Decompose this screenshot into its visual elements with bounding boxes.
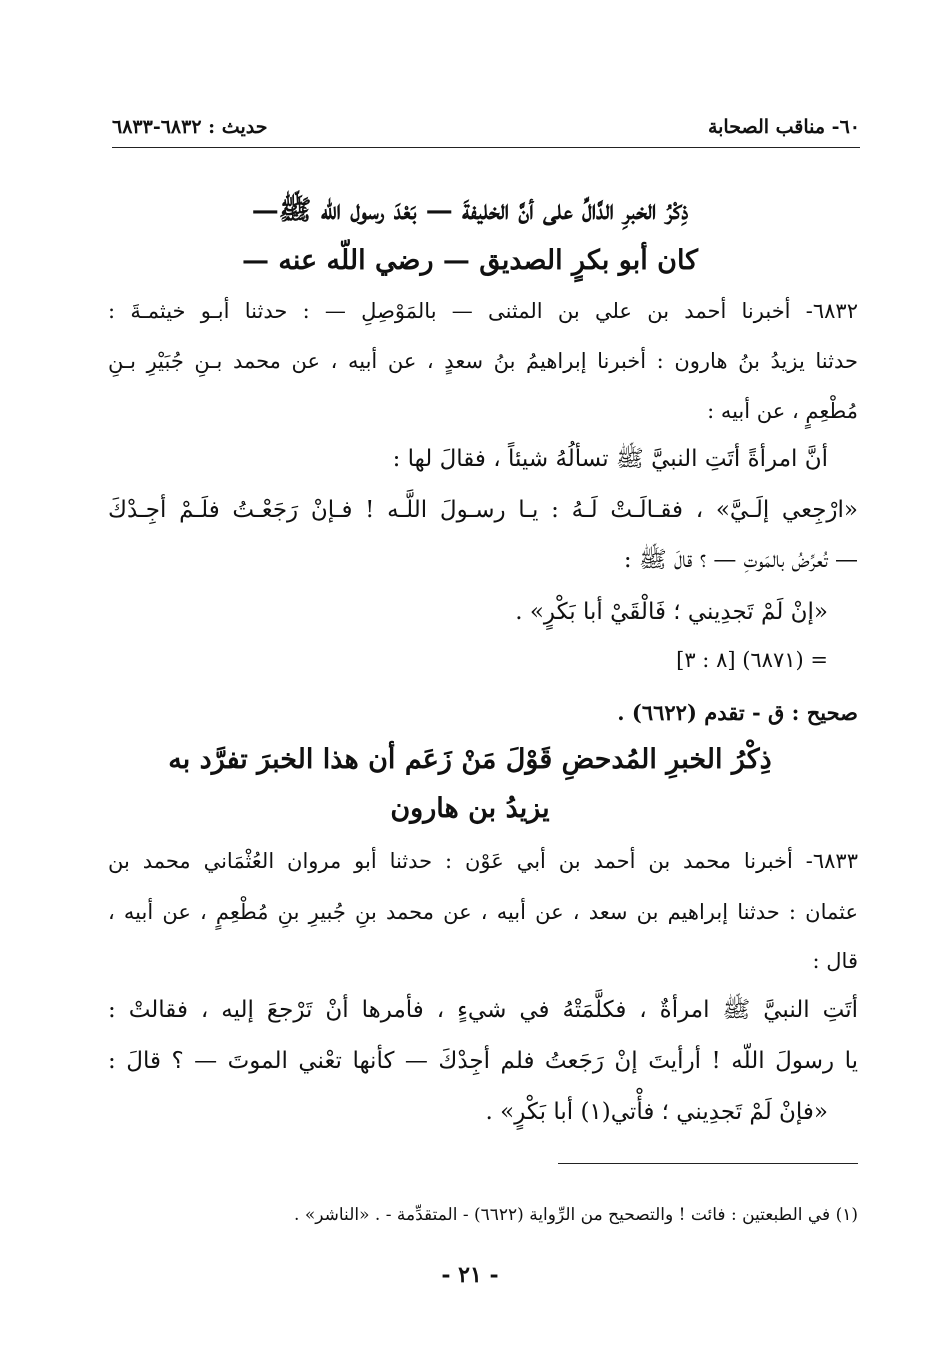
chapter-title: ٦٠- مناقب الصحابة [707, 116, 860, 138]
section-heading-2-line2: يزيدُ بن هارون [390, 793, 550, 824]
section-heading-2-line1: ذِكْرُ الخبرِ المُدحضِ قَوْلَ مَنْ زَعَم أن هذا الخبرَ تفرَّد به [168, 744, 772, 775]
footnote-divider [558, 1163, 858, 1164]
hadith-6832-line4: أنَّ امرأةً أتَتِ النبيَّ ﷺ تسألُهُ شيئاً ، فقالَ لها : [392, 446, 828, 472]
hadith-6833-line4: أتَتِ النبيَّ ﷺ امرأةٌ ، فكلَّمَتْهُ في شيءٍ ، فأمرها أنْ تَرْجعَ إليه ، فقالتْ : [108, 997, 858, 1023]
section-heading-1-line1: ذِكْرُ الخبرِ الدَّالِّ على أنَّ الخليفةَ — بَعْدَ رسول اللّه ﷺ— [251, 195, 689, 226]
hadith-6832-line2: حدثنا يزيدُ بنُ هارون : أخبرنا إبراهيمُ بنُ سعدٍ ، عن أبيه ، عن محمد بـنِ جُبَيْرِ بـنِ [108, 349, 858, 373]
hadith-6833-line2: عثمان : حدثنا إبراهيم بن سعد ، عن أبيه ، عن محمد بنِ جُبيرِ بنِ مُطْعِمٍ ، عن أبيه ، [108, 900, 858, 924]
hadith-range: حديث : ٦٨٣٢-٦٨٣٣ [112, 116, 268, 138]
hadith-6832-line6: — تُعرِّضُ بالمَوتِ — ؟ قالَ ﷺ : [623, 547, 858, 573]
hadith-6833-line6: «فإنْ لَمْ تَجدِيني ؛ فأْتي(١) أبا بَكْرٍ» . [485, 1099, 828, 1125]
hadith-6832-line5: «ارْجِعي إلَـيَّ» ، فقـالَـتْ لَـهُ : يـا رسـولَ اللَّـه ! فـإنْ رَجَعْـتُ فلَـمْ أجِـدْكَ [108, 497, 858, 523]
hadith-6832-line3: مُطْعِمٍ ، عن أبيه : [707, 399, 858, 423]
hadith-6833-line3: قال : [812, 949, 858, 973]
page-number: - ٢١ - [441, 1262, 499, 1288]
hadith-6833-line1: ٦٨٣٣- أخبرنا محمد بن أحمد بن أبي عَوْن : حدثنا أبو مروان العُثْمَاني محمد بن [108, 849, 858, 873]
hadith-6832-grading: صحيح : ق - تقدم (٦٦٢٢) . [617, 700, 858, 725]
hadith-6833-line5: يا رسولَ اللّه ! أرأيتَ إنْ رَجَعتُ فلم أجِدْكَ — كأنها تعْني الموتَ — ؟ قالَ : [108, 1048, 858, 1074]
hadith-6832-line1: ٦٨٣٢- أخبرنا أحمد بن علي بن المثنى — بالمَوْصِلِ — : حدثنا أبـو خيثمـةَ : [108, 299, 858, 323]
section-heading-1-line2: كان أبو بكرٍ الصديق — رضي اللّه عنه — [241, 245, 699, 276]
running-header [112, 108, 860, 148]
hadith-6832-crossref: = (٦٨٧١) [٨ : ٣] [676, 648, 828, 672]
hadith-6832-line7: «إنْ لَمْ تَجدِيني ؛ فَالْقَيْ أبا بَكْرٍ» . [515, 599, 828, 625]
footnote: (١) في الطبعتين : فائت ! والتصحيح من الرِّواية (٦٦٢٢) - المتقدِّمة - . «الناشر» . [294, 1205, 858, 1225]
